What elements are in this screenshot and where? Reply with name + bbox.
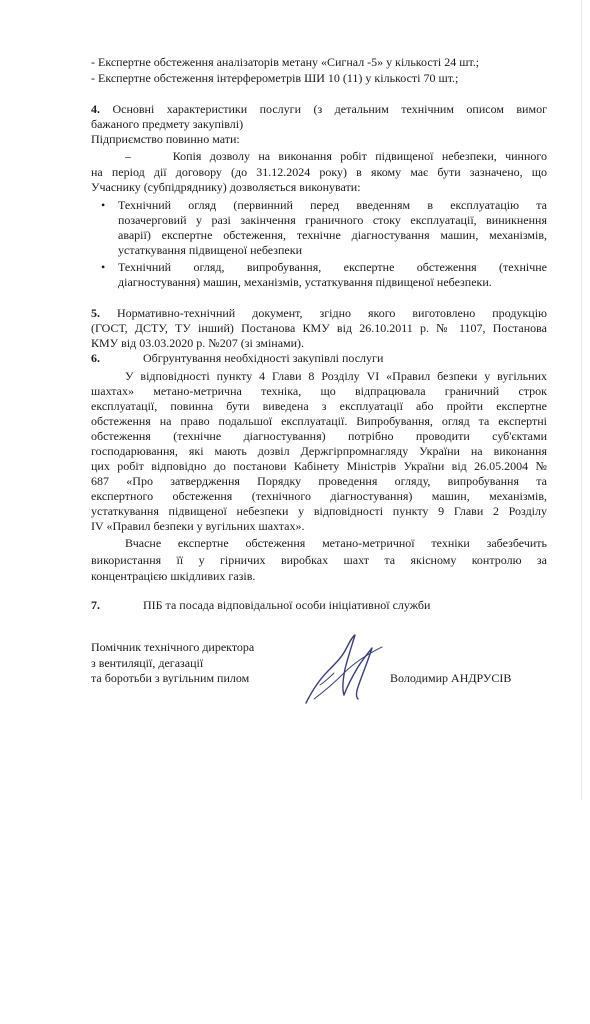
paragraph-line: експлуатації, повинна бути виведена з експлуатації або пройти експертне	[91, 399, 547, 413]
section-number: 7.	[91, 598, 100, 612]
paragraph-line: шахтах» метано-метрична техніка, що відпрацювала граничний строк	[91, 384, 547, 398]
paragraph-line: бажаного предмету закупівлі)	[91, 117, 244, 131]
signatory-title: Помічник технічного директора	[91, 640, 255, 654]
signatory-title: та боротьби з вугільним пилом	[91, 671, 250, 685]
paragraph-line: обстеження (технічне діагностування) потрібно проводити суб'єктами	[91, 429, 547, 443]
section-7-title: ПІБ та посада відповідальної особи ініціативної служби	[143, 598, 431, 612]
section-4-heading	[91, 102, 547, 116]
bullet-line: Технічний огляд (первинний перед введенням в експлуатацію та	[118, 198, 547, 212]
section-number: 6.	[91, 351, 100, 365]
dash: –	[125, 149, 131, 163]
paragraph-line: устаткування підвищеної небезпеки у відповідності пункту 9 Глави 2 Розділу	[91, 504, 547, 518]
section-5-heading	[91, 306, 547, 320]
section-5-text: Нормативно-технічний документ, згідно якого виготовлено продукцію	[117, 306, 547, 320]
paragraph-line: Учаснику (субпідряднику) дозволяється виконувати:	[91, 180, 361, 194]
paragraph-line: Вчасне експертне обстеження метано-метричної техніки забезбечить	[125, 536, 547, 550]
paragraph-line: цих робіт відповідно до постанови Кабінету Міністрів України від 26.05.2004 №	[91, 459, 547, 473]
paragraph-text: Копія дозволу на виконання робіт підвищеної небезпеки, чинного	[172, 149, 547, 163]
paragraph-line: (ГОСТ, ДСТУ, ТУ інший) Постанова КМУ від 26.10.2011 р. № 1107, Постанова	[91, 321, 547, 335]
bullet-line: позачерговий у разі закінчення граничного стоку експлуатації, виникнення	[118, 213, 547, 227]
paragraph-line: експертного обстеження (технічного діагностування) машин, механізмів,	[91, 489, 547, 503]
paragraph-line: використання її у гірничих виробках шахт та якісному контролю за	[91, 553, 547, 567]
paragraph-line: У відповідності пункту 4 Глави 8 Розділу VI «Правил безпеки у вугільних	[125, 369, 547, 383]
paragraph-line: 687 «Про затвердження Порядку проведення огляду, випробування та	[91, 474, 547, 488]
section-number: 4.	[91, 102, 100, 116]
bullet-line: аварії) експертне обстеження, технічне діагностування машин, механізмів,	[118, 228, 547, 242]
bullet-line: устаткування підвищеної небезпеки	[118, 243, 303, 257]
paragraph-line: IV «Правил безпеки у вугільних шахтах».	[91, 519, 305, 533]
section-number: 5.	[91, 306, 100, 320]
bullet-line: Технічний огляд, випробування, експертне обстеження (технічне	[118, 260, 547, 274]
paragraph-line	[125, 149, 547, 163]
paragraph-line: обстеження на право подальшої експлуатації. Випробування, огляд та експертні	[91, 414, 547, 428]
paragraph-line: на період дії договору (до 31.12.2024 року) в якому має бути зазначено, що	[91, 165, 547, 179]
bullet-dot: •	[101, 260, 106, 274]
section-4-text: Основні характеристики послуги (з детальним технічним описом вимог	[112, 102, 547, 116]
bullet-dot: •	[101, 198, 106, 212]
scan-edge	[581, 0, 582, 800]
paragraph-line: господарювання, які мають дозвіл Держгірпромнагляду України на виконання	[91, 444, 547, 458]
item-line: - Експертне обстеження інтерферометрів ШИ 10 (11) у кількості 70 шт.;	[91, 71, 459, 85]
item-line: - Експертне обстеження аналізаторів метану «Сигнал -5» у кількості 24 шт.;	[91, 55, 480, 69]
signatory-name: Володимир АНДРУСІВ	[390, 671, 512, 685]
section-6-title: Обгрунтування необхідності закупівлі послуги	[143, 351, 384, 365]
paragraph-line: Підприємство повинно мати:	[91, 132, 240, 146]
paragraph-line: концентрацією шкідливих газів.	[91, 569, 256, 583]
bullet-line: діагностування) машин, механізмів, устаткування підвищеної небезпеки.	[118, 275, 492, 289]
handwritten-signature	[300, 633, 390, 708]
signatory-title: з вентиляції, дегазації	[91, 656, 204, 670]
paragraph-line: КМУ від 03.03.2020 р. №207 (зі змінами).	[91, 336, 305, 350]
